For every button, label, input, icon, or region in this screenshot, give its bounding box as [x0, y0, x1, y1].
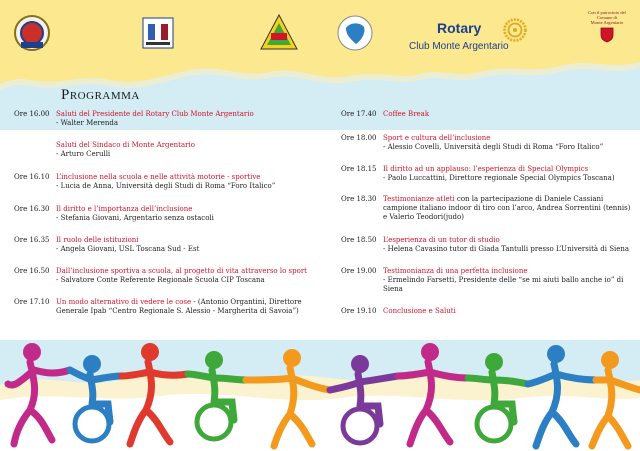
- schedule-entry: [14, 298, 319, 316]
- municipality-crest-icon: [138, 12, 178, 54]
- patronage-badge: [579, 10, 635, 43]
- entry-heading: Testimonianza di una perfetta inclusione: [383, 267, 528, 275]
- entry-speaker: - Angela Giovani, USL Toscana Sud - Est: [56, 245, 200, 253]
- schedule-entry: [14, 141, 195, 159]
- entry-heading: L’esperienza di un tutor di studio: [383, 236, 500, 244]
- entry-speaker: con la partecipazione di Daniele Cassiani campione italiano indoor di tiro con l’arco, Andrea Sorrentini (tennis) e Valerio Teodori(judo): [383, 195, 631, 221]
- entry-time: Ore 17.10: [14, 298, 50, 306]
- schedule-entry: [341, 110, 429, 119]
- patronage-text: Con il patrocinio del Comune di Monte Argentario: [588, 10, 626, 26]
- entry-heading: L’inclusione nella scuola e nelle attività motorie - sportive: [56, 173, 261, 181]
- entry-speaker: - (Antonio Organtini, Direttore Generale Ipab “Centro Regionale S. Alessio - Margherita di Savoia”): [56, 298, 302, 315]
- entry-time: Ore 17.40: [341, 110, 377, 118]
- entry-time: Ore 18.00: [341, 134, 377, 142]
- entry-time: Ore 16.30: [14, 205, 50, 213]
- entry-speaker: - Paolo Luccattini, Direttore regionale Special Olympics Toscana): [383, 174, 615, 182]
- schedule-entry: [341, 195, 631, 222]
- page-title: Programma: [61, 87, 140, 103]
- entry-heading: Un modo alternativo di vedere le cose: [56, 298, 192, 306]
- entry-heading: Coffee Break: [383, 110, 430, 118]
- entry-heading: Saluti del Sindaco di Monte Argentario: [56, 141, 195, 149]
- region-tuscany-icon: [335, 12, 375, 54]
- rotary-emblem-icon: [12, 12, 52, 54]
- inclusion-figures-illustration: [0, 340, 640, 451]
- schedule-entry: [341, 236, 629, 254]
- entry-time: Ore 16.50: [14, 267, 50, 275]
- entry-heading: Testimonianze atleti: [383, 195, 455, 203]
- entry-speaker: - Lucia de Anna, Università degli Studi di Roma “Foro Italico”: [56, 182, 276, 190]
- municipality-shield-icon: [600, 27, 614, 43]
- schedule-entry: [14, 205, 214, 223]
- schedule-entry: [14, 173, 275, 191]
- entry-heading: Sport e cultura dell’inclusione: [383, 134, 491, 142]
- entry-heading: Il ruolo delle istituzioni: [56, 236, 139, 244]
- entry-heading: Conclusione e Saluti: [383, 307, 456, 315]
- rotary-wheel-icon: [503, 18, 527, 42]
- entry-speaker: - Walter Merenda: [56, 119, 119, 127]
- rotary-club-logo: [409, 16, 529, 60]
- entry-speaker: - Alessio Covelli, Università degli Studi di Roma “Foro Italico”: [383, 143, 604, 151]
- entry-heading: Il diritto e l’importanza dell’inclusione: [56, 205, 193, 213]
- schedule-entry: [341, 134, 603, 152]
- entry-speaker: - Ermelindo Farsetti, Presidente delle “se mi aiuti ballo anche io” di Siena: [383, 276, 624, 293]
- schedule-entry: [14, 267, 307, 285]
- schedule-entry: [341, 267, 631, 294]
- entry-time: Ore 19.00: [341, 267, 377, 275]
- entry-speaker: - Stefania Giovani, Argentario senza ostacoli: [56, 214, 214, 222]
- entry-speaker: - Salvatore Conte Referente Regionale Scuola CIP Toscana: [56, 276, 265, 284]
- entry-heading: Il diritto ad un applauso: l’esperienza di Special Olympics: [383, 165, 589, 173]
- club-name: Club Monte Argentario: [409, 41, 509, 52]
- entry-time: Ore 18.15: [341, 165, 377, 173]
- entry-time: Ore 18.30: [341, 195, 377, 203]
- entry-speaker: - Helena Cavasino tutor di Giada Tantulli presso L’Università di Siena: [383, 245, 630, 253]
- entry-time: Ore 19.10: [341, 307, 377, 315]
- entry-time: Ore 16.00: [14, 110, 50, 118]
- schedule-entry: [14, 236, 199, 254]
- schedule-entry: [341, 165, 615, 183]
- rotary-wordmark: Rotary: [437, 20, 482, 36]
- entry-time: [14, 141, 56, 159]
- entry-heading: Dall’inclusione sportiva a scuola, al progetto di vita attraverso lo sport: [56, 267, 307, 275]
- entry-time: Ore 16.10: [14, 173, 50, 181]
- schedule-entry: [14, 110, 254, 128]
- sports-association-icon: [257, 12, 301, 54]
- entry-speaker: - Arturo Cerulli: [56, 150, 111, 158]
- entry-heading: Saluti del Presidente del Rotary Club Monte Argentario: [56, 110, 254, 118]
- entry-time: Ore 18.50: [341, 236, 377, 244]
- entry-time: Ore 16.35: [14, 236, 50, 244]
- schedule-entry: [341, 307, 456, 316]
